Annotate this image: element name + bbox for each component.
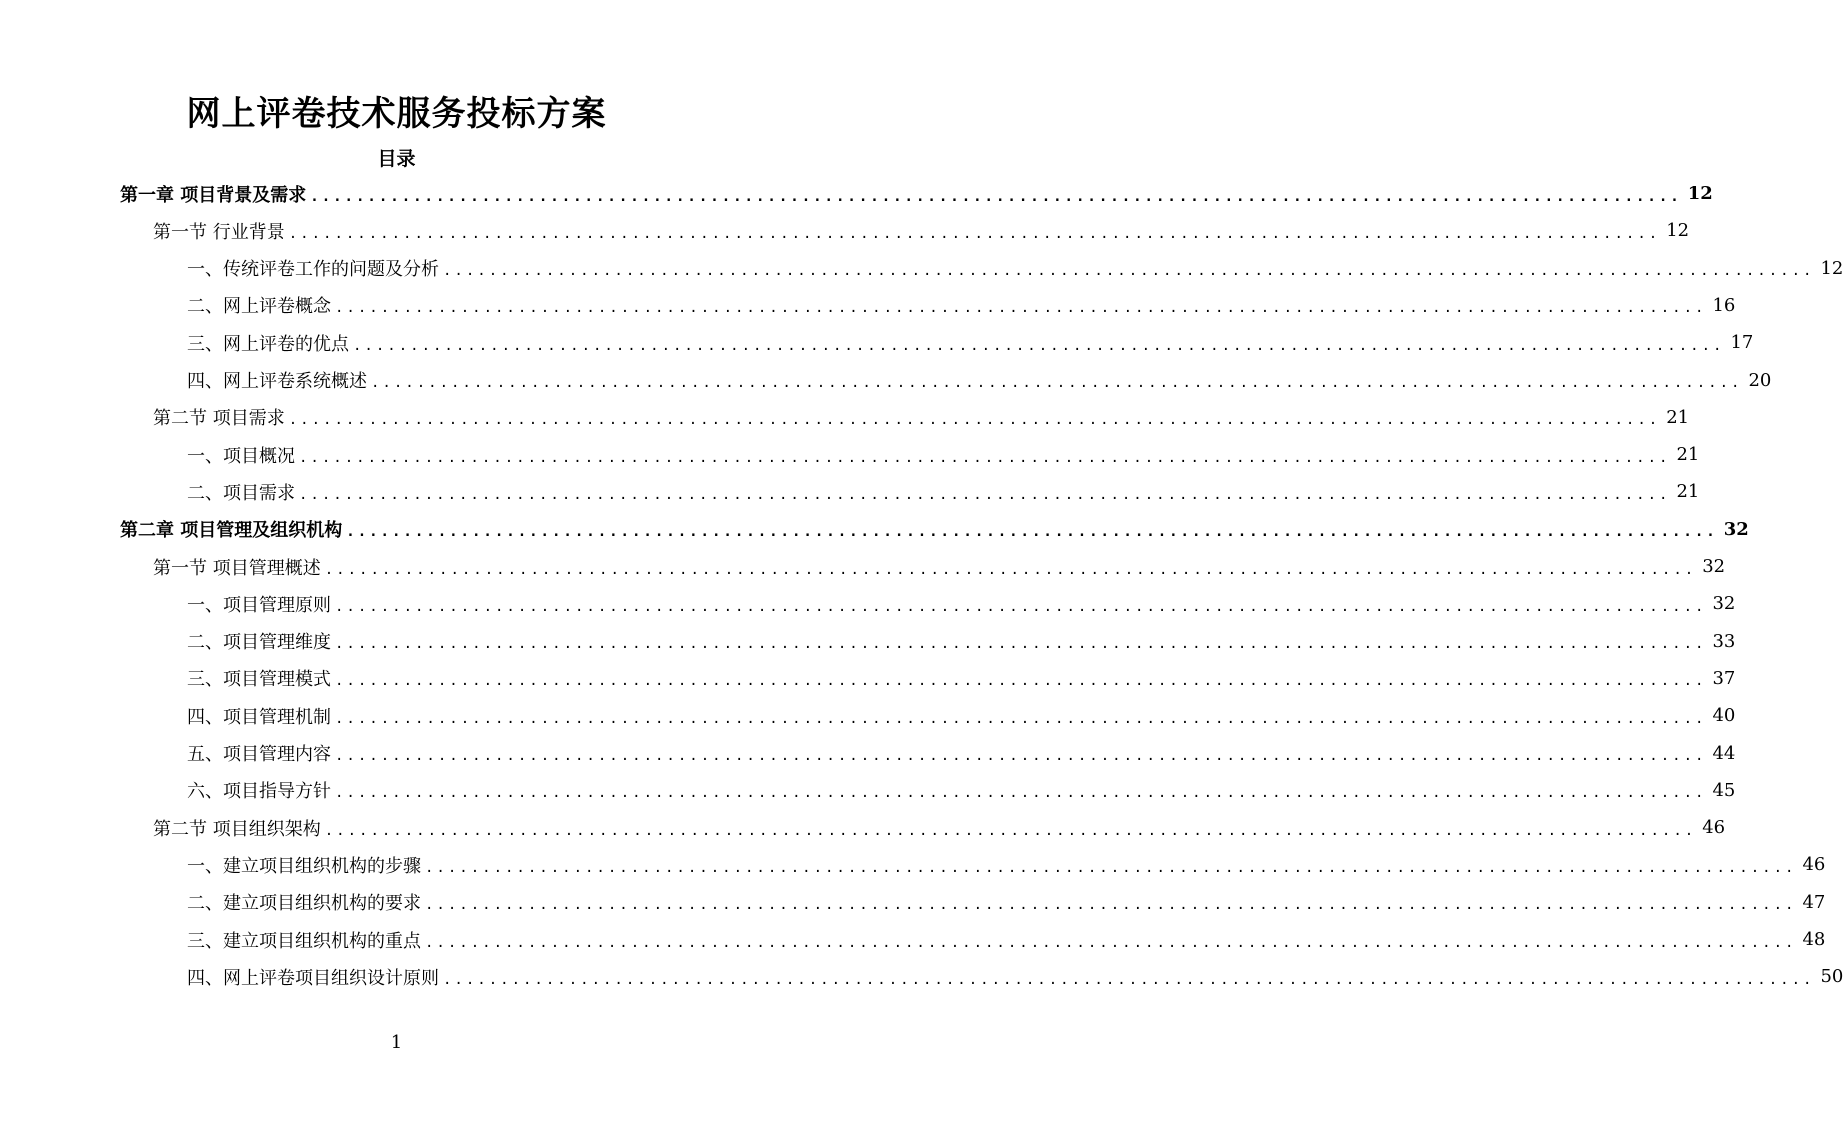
toc-entry-page: 44 <box>1712 742 1736 764</box>
toc-entry[interactable] <box>187 697 1736 734</box>
toc-entry-label: 第一节 项目管理概述 <box>153 557 321 579</box>
toc-entry[interactable] <box>153 399 1690 436</box>
toc-entry-label: 五、项目管理内容 <box>187 744 331 765</box>
toc-entry-page: 45 <box>1712 779 1736 801</box>
toc-entry[interactable] <box>187 846 1826 883</box>
toc-entry-page: 48 <box>1802 929 1826 950</box>
toc-dot-leader: ........................................................................................................................ <box>335 673 1707 690</box>
toc-entry-page: 17 <box>1730 332 1754 354</box>
toc-entry-label: 六、项目指导方针 <box>187 781 331 803</box>
toc-dot-leader: ........................................................................................................................ <box>335 598 1707 615</box>
toc-entry-label: 第二节 项目需求 <box>153 408 285 430</box>
toc-entry-label: 三、网上评卷的优点 <box>187 333 349 355</box>
toc-dot-leader: ........................................................................................................................ <box>299 449 1671 466</box>
page-number: 1 <box>390 1032 403 1053</box>
toc-entry-page: 12 <box>1666 220 1690 242</box>
toc-dot-leader: ........................................................................................................................ <box>288 412 1661 429</box>
toc-entry-page: 33 <box>1712 630 1736 652</box>
toc-dot-leader: ........................................................................................................................ <box>371 375 1743 391</box>
toc-dot-leader: ........................................................................................................................ <box>288 225 1661 242</box>
toc-entry-page: 21 <box>1676 481 1700 503</box>
toc-dot-leader: ........................................................................................................................ <box>335 710 1707 727</box>
toc-dot-leader: ........................................................................................................................ <box>443 971 1815 988</box>
toc-entry[interactable] <box>187 324 1754 361</box>
toc-entry-page: 46 <box>1702 817 1726 839</box>
toc-entry-page: 32 <box>1712 593 1736 615</box>
toc-entry-label: 二、网上评卷概念 <box>187 296 331 318</box>
toc-entry[interactable] <box>187 250 1843 287</box>
toc-dot-leader: ........................................................................................................................ <box>335 636 1707 653</box>
toc-dot-leader: ........................................................................................................................ <box>324 822 1697 839</box>
toc-entry-label: 第一节 行业背景 <box>153 221 285 243</box>
toc-dot-leader: ........................................................................................................................ <box>425 859 1797 876</box>
toc-entry-page: 32 <box>1702 556 1726 577</box>
toc-entry-label: 第二节 项目组织架构 <box>153 818 321 840</box>
toc-dot-leader: ........................................................................................................................ <box>335 785 1707 802</box>
toc-entry-label: 一、项目概况 <box>187 445 295 467</box>
toc-entry[interactable] <box>187 735 1736 772</box>
toc-entry-label: 四、网上评卷系统概述 <box>187 371 367 392</box>
toc-entry[interactable] <box>187 660 1736 697</box>
toc-entry-page: 12 <box>1820 257 1843 279</box>
toc-entry[interactable] <box>187 958 1843 995</box>
toc-entry-label: 三、项目管理模式 <box>187 669 331 691</box>
toc-dot-leader: ........................................................................................................................ <box>353 337 1725 354</box>
toc-entry[interactable] <box>187 623 1736 660</box>
toc-dot-leader: ........................................................................................................................ <box>299 486 1671 503</box>
toc-dot-leader: ........................................................................................................................ <box>324 561 1697 578</box>
toc-dot-leader: ........................................................................................................................ <box>335 300 1707 317</box>
toc-dot-leader: ........................................................................................................................ <box>310 188 1682 205</box>
document-title: 网上评卷技术服务投标方案 <box>186 94 607 134</box>
toc-entry-label: 一、项目管理原则 <box>187 594 331 616</box>
toc-entry-page: 21 <box>1666 406 1690 428</box>
toc-entry-label: 第一章 项目背景及需求 <box>120 184 307 206</box>
toc-entry-label: 二、项目需求 <box>187 482 295 504</box>
toc-entry[interactable] <box>187 362 1772 399</box>
toc-entry-page: 21 <box>1676 444 1700 466</box>
toc-entry-label: 一、传统评卷工作的问题及分析 <box>187 259 439 281</box>
toc-entry-label: 一、建立项目组织机构的步骤 <box>187 855 421 877</box>
toc-dot-leader: ........................................................................................................................ <box>425 934 1797 951</box>
toc-entry[interactable] <box>187 884 1826 921</box>
toc-entry[interactable] <box>187 473 1700 510</box>
toc-entry-page: 12 <box>1687 183 1713 204</box>
toc-dot-leader: ........................................................................................................................ <box>425 897 1797 914</box>
toc-entry-label: 二、项目管理维度 <box>187 632 331 654</box>
toc-entry-page: 32 <box>1723 518 1749 540</box>
toc-entry[interactable] <box>120 511 1749 548</box>
toc-entry-page: 46 <box>1802 854 1826 876</box>
toc-entry-label: 四、项目管理机制 <box>187 706 331 728</box>
toc-entry-page: 47 <box>1802 891 1826 913</box>
toc-entry-page: 40 <box>1712 705 1736 727</box>
toc-entry[interactable] <box>120 175 1713 212</box>
toc-entry[interactable] <box>187 436 1700 473</box>
toc-entry[interactable] <box>153 809 1726 846</box>
toc-entry[interactable] <box>187 921 1826 958</box>
toc-entry[interactable] <box>187 585 1736 622</box>
toc-entry-page: 37 <box>1712 667 1736 689</box>
toc-entry-label: 四、网上评卷项目组织设计原则 <box>187 967 439 989</box>
toc-entry-page: 16 <box>1712 294 1736 316</box>
toc-entry[interactable] <box>153 548 1726 585</box>
toc-entry[interactable] <box>187 287 1736 324</box>
toc-entry-label: 二、建立项目组织机构的要求 <box>187 893 421 915</box>
toc-dot-leader: ........................................................................................................................ <box>443 263 1815 280</box>
toc-entry[interactable] <box>187 772 1736 809</box>
toc-dot-leader: ........................................................................................................................ <box>346 524 1718 541</box>
toc-entry[interactable] <box>153 212 1690 249</box>
toc-entry-label: 三、建立项目组织机构的重点 <box>187 930 421 952</box>
toc-dot-leader: ........................................................................................................................ <box>335 748 1707 764</box>
toc-entry-page: 20 <box>1748 369 1772 391</box>
toc-entry-page: 50 <box>1820 966 1843 988</box>
toc-entry-label: 第二章 项目管理及组织机构 <box>120 520 343 542</box>
toc-heading: 目录 <box>377 148 416 170</box>
